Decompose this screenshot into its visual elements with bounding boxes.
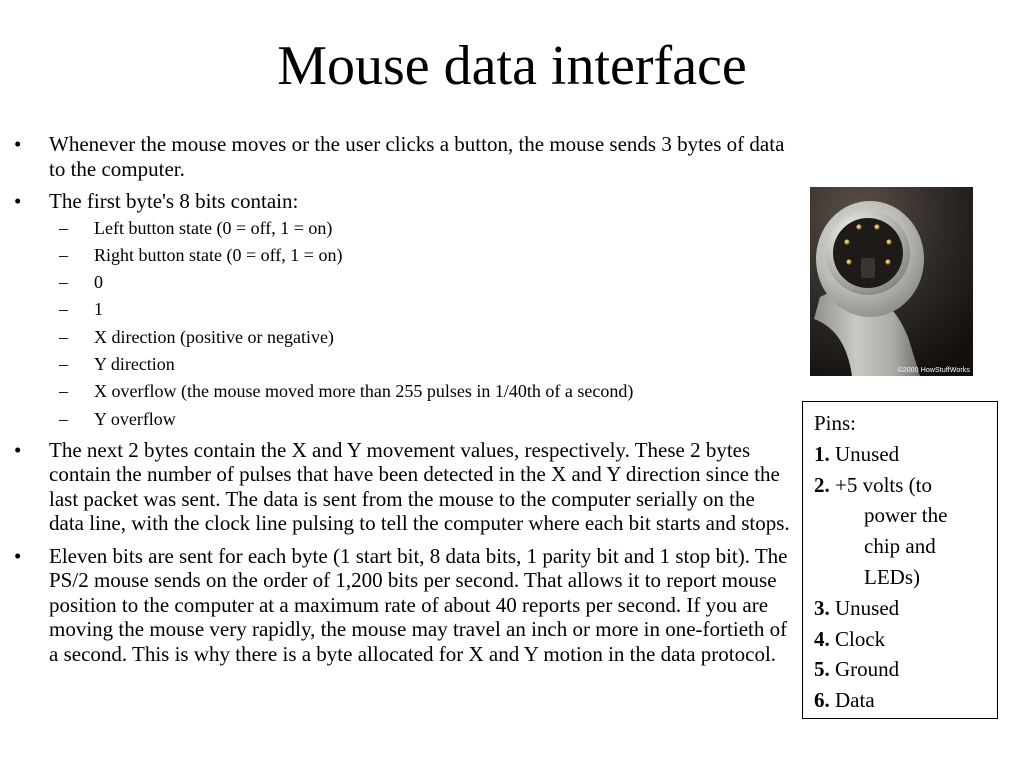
sub-bullet-text: Y overflow — [94, 408, 176, 429]
pin-item — [814, 593, 987, 624]
sub-bullet-text: X direction (positive or negative) — [94, 326, 334, 347]
sub-bullet-item — [49, 245, 794, 266]
bullet-list — [14, 132, 794, 674]
bullet-item — [14, 189, 794, 430]
pin-number: 6. — [814, 688, 830, 713]
sub-bullet-marker: – — [59, 353, 68, 374]
pin-label: +5 volts (to power the chip and LEDs) — [835, 472, 948, 589]
pin-number: 4. — [814, 626, 830, 651]
sub-bullet-marker: – — [59, 408, 68, 429]
pins-box — [802, 401, 998, 719]
ps2-connector-photo — [810, 187, 973, 376]
pin-number: 5. — [814, 657, 830, 682]
sub-bullet-marker: – — [59, 217, 68, 238]
pin-number: 2. — [814, 472, 830, 497]
pins-heading: Pins: — [814, 411, 857, 435]
connector-illustration — [810, 187, 973, 376]
pin-label: Clock — [835, 626, 886, 651]
pin-item — [814, 624, 987, 655]
bullet-text: Eleven bits are sent for each byte (1 start bit, 8 data bits, 1 parity bit and 1 stop bit). The PS/2 mouse sends on the order of 1,200 bits per second. That allows it to report mouse position to the computer at a maximum rate of about 40 reports per second. If you are moving the mouse very rapidly, the mouse may travel an inch or more in one-fortieth of a second. This is why there is a byte allocated for X and Y motion in the data protocol. — [49, 543, 788, 666]
sub-bullet-marker: – — [59, 326, 68, 347]
pin-item — [814, 685, 987, 716]
sub-bullet-list — [49, 218, 794, 430]
sub-bullet-text: Y direction — [94, 353, 175, 374]
bullet-item — [14, 438, 794, 536]
sub-bullet-item — [49, 218, 794, 239]
bullet-marker: • — [14, 189, 22, 213]
sub-bullet-text: Left button state (0 = off, 1 = on) — [94, 217, 333, 238]
sub-bullet-marker: – — [59, 272, 68, 293]
bullet-marker: • — [14, 132, 22, 156]
slide-title: Mouse data interface — [277, 35, 747, 97]
sub-bullet-text: 1 — [94, 299, 103, 320]
bullet-text: The first byte's 8 bits contain: — [49, 189, 299, 213]
photo-credit: ©2000 HowStuffWorks — [897, 367, 970, 374]
bullet-item — [14, 544, 794, 667]
sub-bullet-item — [49, 409, 794, 430]
pin-label: Unused — [835, 595, 900, 620]
pin-item — [814, 654, 987, 685]
sub-bullet-text: Right button state (0 = off, 1 = on) — [94, 244, 343, 265]
sub-bullet-item — [49, 354, 794, 375]
sub-bullet-item — [49, 299, 794, 320]
pin-item — [814, 470, 987, 593]
bullet-text: The next 2 bytes contain the X and Y movement values, respectively. These 2 bytes contain the number of pulses that have been detected in the X and Y direction since the last packet was sent. The data is sent from the mouse to the computer serially on the data line, with the clock line pulsing to tell the computer where each bit starts and stops. — [49, 437, 790, 536]
sub-bullet-text: X overflow (the mouse moved more than 255 pulses in 1/40th of a second) — [94, 381, 634, 402]
bullet-marker: • — [14, 437, 22, 462]
pin-number: 3. — [814, 595, 830, 620]
pin-item — [814, 439, 987, 470]
sub-bullet-item — [49, 272, 794, 293]
sub-bullet-marker: – — [59, 299, 68, 320]
pin-number: 1. — [814, 441, 830, 466]
sub-bullet-item — [49, 381, 794, 402]
sub-bullet-item — [49, 327, 794, 348]
sub-bullet-text: 0 — [94, 272, 103, 293]
pin-label: Data — [835, 688, 875, 713]
bullet-text: Whenever the mouse moves or the user clicks a button, the mouse sends 3 bytes of data to the computer. — [49, 132, 785, 181]
sub-bullet-marker: – — [59, 381, 68, 402]
sub-bullet-marker: – — [59, 244, 68, 265]
bullet-item — [14, 132, 794, 181]
bullet-marker: • — [14, 543, 22, 568]
pin-label: Unused — [835, 441, 900, 466]
pin-label: Ground — [835, 657, 900, 682]
